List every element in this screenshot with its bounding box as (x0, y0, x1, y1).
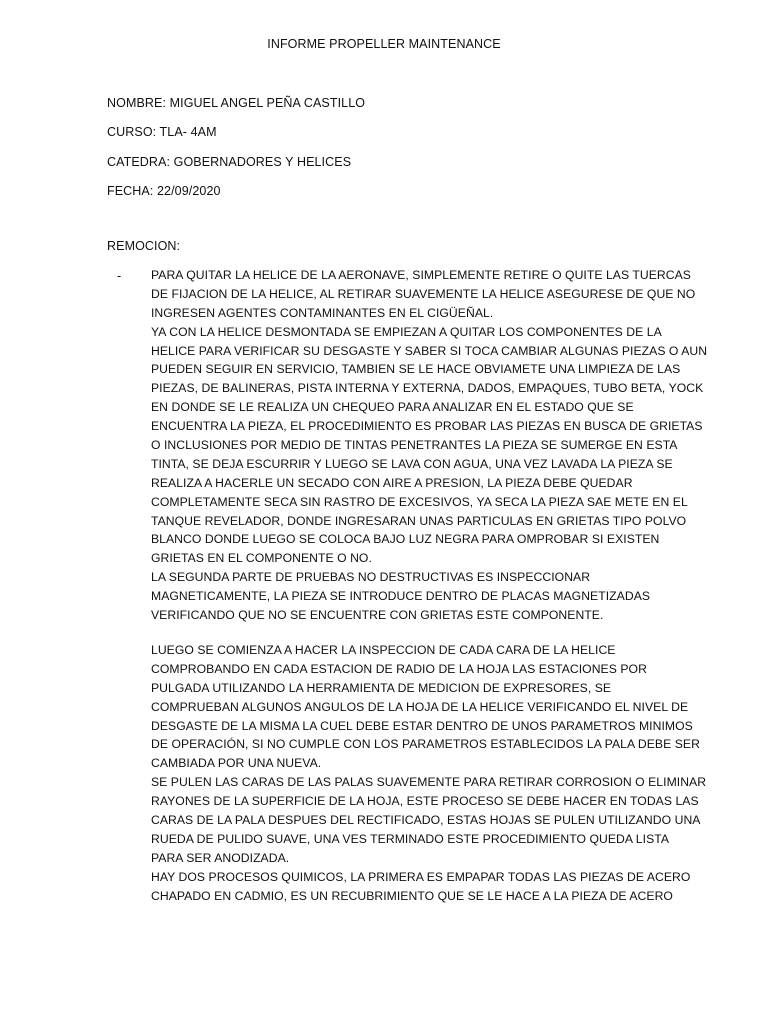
text-line: HAY DOS PROCESOS QUIMICOS, LA PRIMERA ES EMPAPAR TODAS LAS PIEZAS DE ACERO (151, 869, 691, 884)
text-line: EN DONDE SE LE REALIZA UN CHEQUEO PARA ANALIZAR EN EL ESTADO QUE SE (151, 400, 634, 415)
text-line: LA SEGUNDA PARTE DE PRUEBAS NO DESTRUCTIVAS ES INSPECCIONAR (151, 570, 591, 585)
text-line: DE OPERACIÓN, SI NO CUMPLE CON LOS PARAMETROS ESTABLECIDOS LA PALA DEBE SER (151, 737, 700, 752)
text-line: RUEDA DE PULIDO SUAVE, UNA VES TERMINADO ESTE PROCEDIMIENTO QUEDA LISTA (151, 831, 670, 846)
text-line: TINTA, SE DEJA ESCURRIR Y LUEGO SE LAVA CON AGUA, UNA VEZ LAVADA LA PIEZA SE (151, 456, 673, 471)
text-line: INGRESEN AGENTES CONTAMINANTES EN EL CIGÜEÑAL. (151, 305, 494, 320)
text-line: PULGADA UTILIZANDO LA HERRAMIENTA DE MEDICION DE EXPRESORES, SE (151, 680, 612, 695)
text-line: MAGNETICAMENTE, LA PIEZA SE INTRODUCE DENTRO DE PLACAS MAGNETIZADAS (151, 589, 651, 604)
text-line: PIEZAS, DE BALINERAS, PISTA INTERNA Y EXTERNA, DADOS, EMPAQUES, TUBO BETA, YOCK (151, 381, 704, 396)
bullet-marker: - (117, 269, 122, 283)
text-line: YA CON LA HELICE DESMONTADA SE EMPIEZAN A QUITAR LOS COMPONENTES DE LA (151, 324, 662, 339)
text-line: DESGASTE DE LA MISMA LA CUEL DEBE ESTAR DENTRO DE UNOS PARAMETROS MINIMOS (151, 718, 693, 733)
text-line: COMPLETAMENTE SECA SIN RASTRO DE EXCESIVOS, YA SECA LA PIEZA SAE METE EN EL (151, 494, 688, 509)
text-line: PARA QUITAR LA HELICE DE LA AERONAVE, SIMPLEMENTE RETIRE O QUITE LAS TUERCAS (151, 268, 691, 282)
text-line: TANQUE REVELADOR, DONDE INGRESARAN UNAS PARTICULAS EN GRIETAS TIPO POLVO (151, 513, 687, 528)
text-line: ENCUENTRA LA PIEZA, EL PROCEDIMIENTO ES PROBAR LAS PIEZAS EN BUSCA DE GRIETAS (151, 419, 703, 434)
text-line: COMPRUEBAN ALGUNOS ANGULOS DE LA HOJA DE LA HELICE VERIFICANDO EL NIVEL DE (151, 699, 689, 714)
text-line: DE FIJACION DE LA HELICE, AL RETIRAR SUAVEMENTE LA HELICE ASEGURESE DE QUE NO (151, 286, 696, 301)
text-line: HELICE PARA VERIFICAR SU DESGASTE Y SABER SI TOCA CAMBIAR ALGUNAS PIEZAS O AUN (151, 343, 708, 358)
text-line: COMPROBANDO EN CADA ESTACION DE RADIO DE LA HOJA LAS ESTACIONES POR (151, 661, 647, 676)
meta-catedra: CATEDRA: GOBERNADORES Y HELICES (107, 155, 352, 169)
text-line: SE PULEN LAS CARAS DE LAS PALAS SUAVEMENTE PARA RETIRAR CORROSION O ELIMINAR (151, 775, 707, 790)
text-line: LUEGO SE COMIENZA A HACER LA INSPECCION DE CADA CARA DE LA HELICE (151, 643, 616, 657)
text-line: CAMBIADA POR UNA NUEVA. (151, 756, 322, 771)
text-line: RAYONES DE LA SUPERFICIE DE LA HOJA, ESTE PROCESO SE DEBE HACER EN TODAS LAS (151, 794, 699, 809)
paragraph-2 (151, 641, 707, 905)
text-line: O INCLUSIONES POR MEDIO DE TINTAS PENETRANTES LA PIEZA SE SUMERGE EN ESTA (151, 438, 678, 453)
section-heading-remocion: REMOCION: (107, 239, 181, 253)
text-line: GRIETAS EN EL COMPONENTE O NO. (151, 551, 372, 566)
paragraph-1 (151, 266, 708, 625)
text-line: CARAS DE LA PALA DESPUES DEL RECTIFICADO, ESTAS HOJAS SE PULEN UTILIZANDO UNA (151, 813, 701, 828)
meta-fecha: FECHA: 22/09/2020 (107, 184, 221, 198)
text-line: VERIFICANDO QUE NO SE ENCUENTRE CON GRIETAS ESTE COMPONENTE. (151, 608, 604, 623)
meta-curso: CURSO: TLA- 4AM (107, 125, 217, 139)
text-line: CHAPADO EN CADMIO, ES UN RECUBRIMIENTO QUE SE LE HACE A LA PIEZA DE ACERO (151, 888, 673, 903)
document-title: INFORME PROPELLER MAINTENANCE (267, 37, 501, 51)
meta-nombre: NOMBRE: MIGUEL ANGEL PEÑA CASTILLO (107, 96, 366, 110)
text-line: BLANCO DONDE LUEGO SE COLOCA BAJO LUZ NEGRA PARA OMPROBAR SI EXISTEN (151, 532, 660, 547)
text-line: PUEDEN SEGUIR EN SERVICIO, TAMBIEN SE LE HACE OBVIAMETE UNA LIMPIEZA DE LAS (151, 362, 681, 377)
text-line: PARA SER ANODIZADA. (151, 850, 290, 865)
text-line: REALIZA A HACERLE UN SECADO CON AIRE A PRESION, LA PIEZA DEBE QUEDAR (151, 475, 633, 490)
